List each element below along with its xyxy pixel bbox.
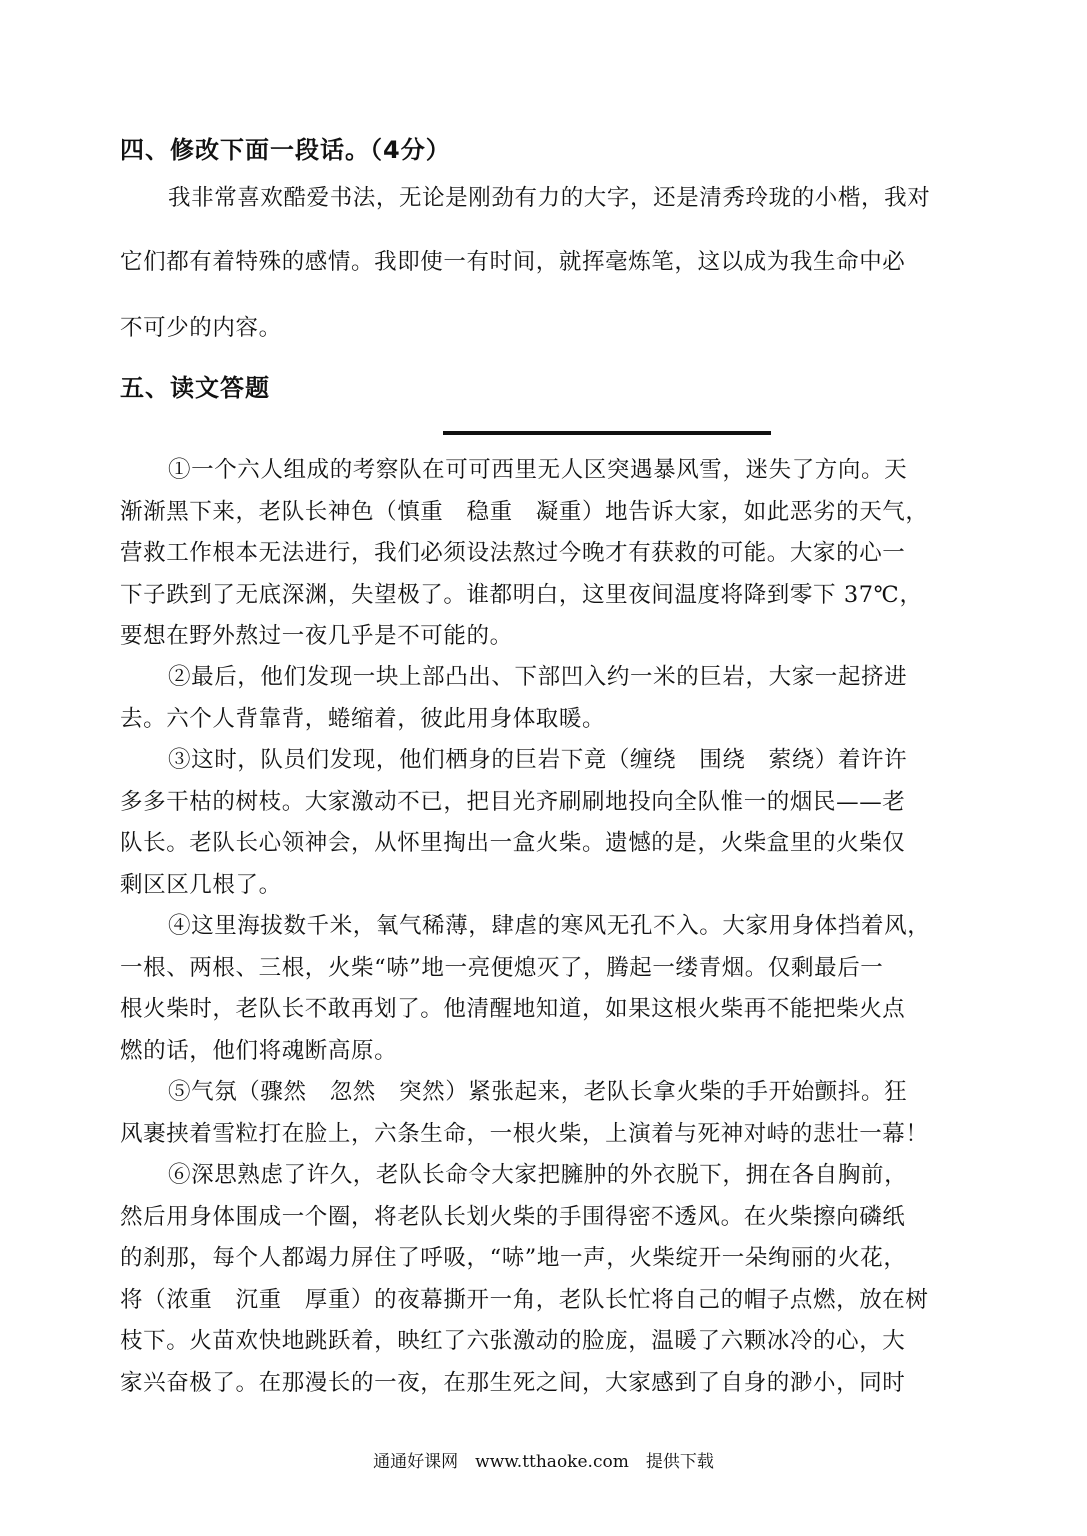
passage-line: 的刹那，每个人都竭力屏住了呼吸，“哧”地一声，火柴绽开一朵绚丽的火花， <box>120 1245 907 1271</box>
page-footer: 通通好课网 www.tthaoke.com 提供下载 <box>373 1452 714 1472</box>
passage-line: 然后用身体围成一个圈，将老队长划火柴的手围得密不透风。在火柴擦向磷纸 <box>120 1204 906 1230</box>
passage-line: 剩区区几根了。 <box>120 872 282 898</box>
passage-line: 风裹挟着雪粒打在脸上，六条生命，一根火柴，上演着与死神对峙的悲壮一幕！ <box>120 1121 929 1147</box>
passage-line: 去。六个人背靠背，蜷缩着，彼此用身体取暖。 <box>120 706 606 732</box>
passage-line: 根火柴时，老队长不敢再划了。他清醒地知道，如果这根火柴再不能把柴火点 <box>120 996 906 1022</box>
passage-line: 要想在野外熬过一夜几乎是不可能的。 <box>120 623 513 649</box>
passage-line: ⑤气氛（骤然 忽然 突然）紧张起来，老队长拿火柴的手开始颤抖。狂 <box>168 1079 908 1105</box>
section-4-line: 不可少的内容。 <box>120 315 282 341</box>
passage-line: 枝下。火苗欢快地跳跃着，映红了六张激动的脸庞，温暖了六颗冰冷的心，大 <box>120 1328 906 1354</box>
passage-line: 燃的话，他们将魂断高原。 <box>120 1038 398 1064</box>
passage-line: 家兴奋极了。在那漫长的一夜，在那生死之间，大家感到了自身的渺小，同时 <box>120 1370 906 1396</box>
passage-line: 营救工作根本无法进行，我们必须设法熬过今晚才有获救的可能。大家的心一 <box>120 540 906 566</box>
passage-line: 渐渐黑下来，老队长神色（慎重 稳重 凝重）地告诉大家，如此恶劣的天气， <box>120 499 929 525</box>
passage-line: ②最后，他们发现一块上部凸出、下部凹入约一米的巨岩，大家一起挤进 <box>168 664 908 690</box>
passage-line: 一根、两根、三根，火柴“哧”地一亮便熄灭了，腾起一缕青烟。仅剩最后一 <box>120 955 884 981</box>
passage-line: 下子跌到了无底深渊，失望极了。谁都明白，这里夜间温度将降到零下 37℃， <box>120 582 923 608</box>
passage-line: 多多干枯的树枝。大家激动不已，把目光齐刷刷地投向全队惟一的烟民——老 <box>120 789 906 815</box>
passage-line: ①一个六人组成的考察队在可可西里无人区突遇暴风雪，迷失了方向。天 <box>168 457 908 483</box>
passage-line: ⑥深思熟虑了许久，老队长命令大家把臃肿的外衣脱下，拥在各自胸前， <box>168 1162 908 1188</box>
passage-line: ④这里海拔数千米，氧气稀薄，肆虐的寒风无孔不入。大家用身体挡着风， <box>168 913 931 939</box>
section-4-line: 它们都有着特殊的感情。我即使一有时间，就挥毫炼笔，这以成为我生命中必 <box>120 249 906 275</box>
passage-line: ③这时，队员们发现，他们栖身的巨岩下竟（缠绕 围绕 萦绕）着许许 <box>168 747 908 773</box>
section-5-heading: 五、读文答题 <box>120 374 270 402</box>
title-blank-line <box>443 431 771 435</box>
passage-line: 队长。老队长心领神会，从怀里掏出一盒火柴。遗憾的是，火柴盒里的火柴仅 <box>120 830 906 856</box>
section-4-heading: 四、修改下面一段话。（4分） <box>120 136 451 164</box>
passage-line: 将（浓重 沉重 厚重）的夜幕撕开一角，老队长忙将自己的帽子点燃，放在树 <box>120 1287 929 1313</box>
section-4-line: 我非常喜欢酷爱书法，无论是刚劲有力的大字，还是清秀玲珑的小楷，我对 <box>168 185 931 211</box>
